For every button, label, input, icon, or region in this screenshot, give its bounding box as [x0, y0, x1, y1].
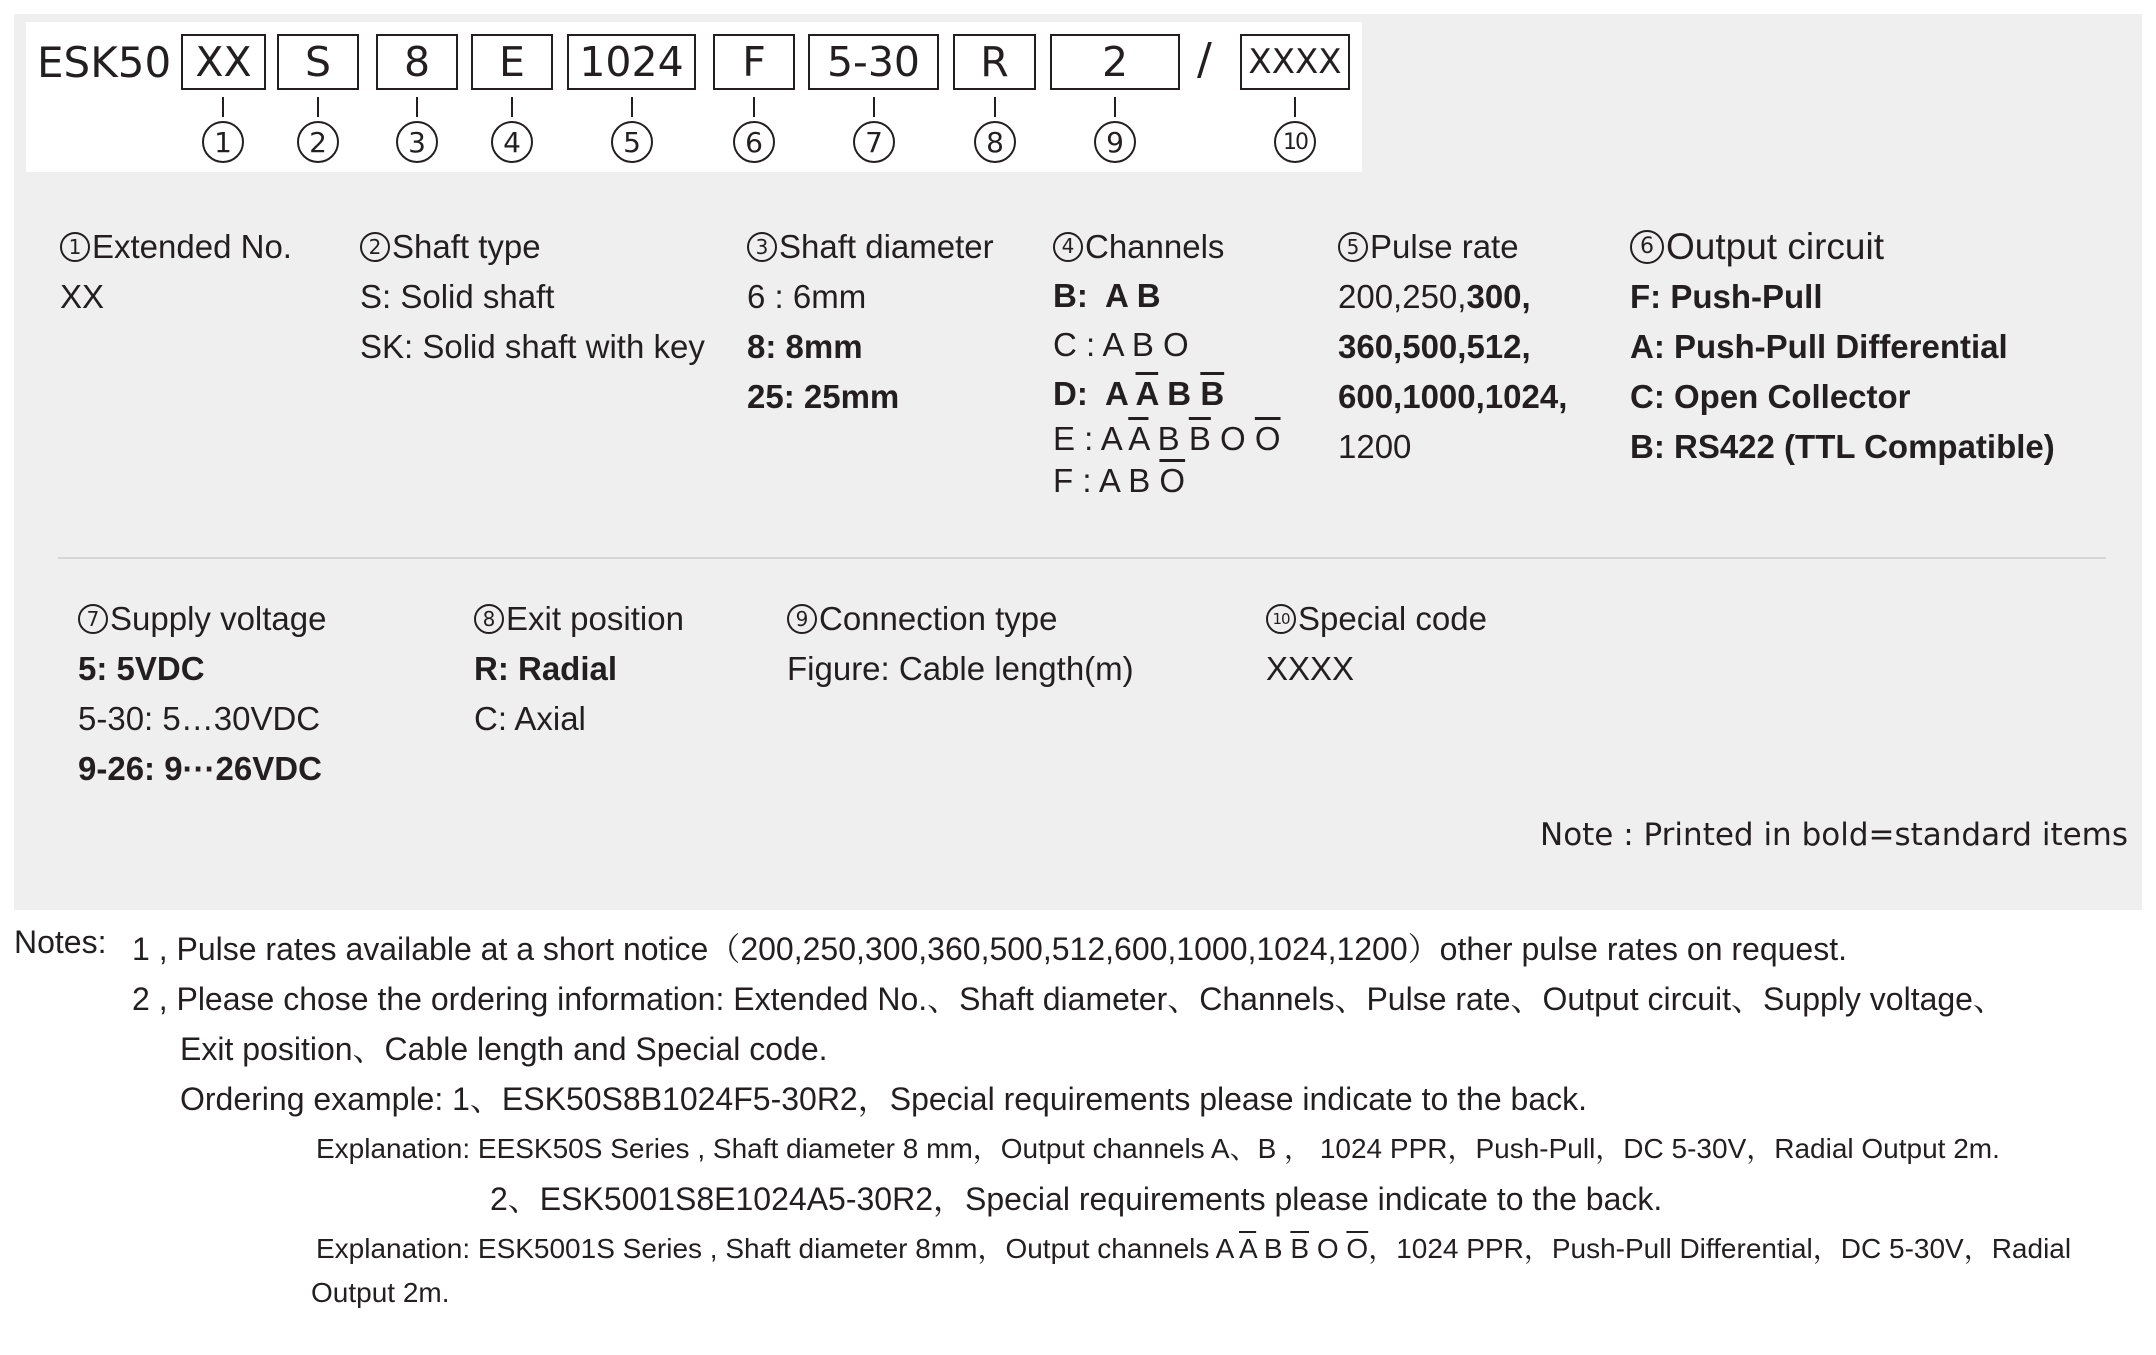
code-tick	[222, 97, 224, 117]
section-number: 3	[747, 232, 777, 262]
section-special-code	[1266, 594, 1487, 694]
code-number: 3	[396, 121, 438, 163]
option-line-standard: 9-26: 9···26VDC	[78, 750, 322, 787]
option-line-standard: 25: 25mm	[747, 378, 900, 415]
option-line: 200,250,300,	[1338, 278, 1531, 315]
model-prefix: ESK50	[37, 38, 172, 87]
option-line: F : A B $\overline{O}$	[1053, 462, 1186, 499]
code-number: 10	[1274, 121, 1316, 163]
code-box-supply-voltage: 5-30	[808, 34, 939, 90]
section-number: 7	[78, 604, 108, 634]
section-title: Exit position	[506, 600, 684, 637]
code-box-output-circuit: F	[713, 34, 795, 90]
option-line-standard: R: Radial	[474, 650, 618, 687]
option-line: E : A $\overline{A}$ B $\overline{B}$ O $\overline{O}$	[1053, 420, 1281, 457]
code-box-exit-position: R	[953, 34, 1036, 90]
standard-items-note: Note : Printed in bold=standard items	[1540, 817, 2129, 853]
option-line: 1200	[1338, 428, 1412, 465]
code-box-extended: XX	[181, 34, 266, 90]
section-title: Shaft type	[392, 228, 541, 265]
section-title: Connection type	[819, 600, 1058, 637]
section-number: 4	[1053, 232, 1083, 262]
section-title: Shaft diameter	[779, 228, 994, 265]
option-line: 6 : 6mm	[747, 278, 867, 315]
code-separator: /	[1197, 34, 1212, 85]
code-tick	[317, 97, 319, 117]
option-line: XXXX	[1266, 650, 1355, 687]
option-line-standard: 600,1000,1024,	[1338, 378, 1568, 415]
section-exit-position	[474, 594, 684, 744]
option-line-standard: D: A $\overline{A}$ B $\overline{B}$	[1053, 375, 1225, 412]
ordering-example-1: Ordering example: 1、ESK50S8B1024F5-30R2，Special requirements please indicate to the back.	[180, 1081, 1588, 1117]
option-line-standard: C: Open Collector	[1630, 378, 1911, 415]
note-2: 2 , Please chose the ordering information: Extended No.、Shaft diameter、Channels、Pulse rate、Output circuit、Supply voltage、	[132, 981, 2005, 1017]
option-line: XX	[60, 278, 105, 315]
code-number: 4	[491, 121, 533, 163]
section-number: 9	[787, 604, 817, 634]
section-number: 6	[1630, 230, 1664, 264]
option-line: S: Solid shaft	[360, 278, 555, 315]
section-title: Special code	[1298, 600, 1487, 637]
section-channels	[1053, 222, 1281, 502]
section-supply-voltage	[78, 594, 326, 794]
option-line: Figure: Cable length(m)	[787, 650, 1134, 687]
section-pulse-rate	[1338, 222, 1567, 472]
code-box-shaft-diameter: 8	[376, 34, 458, 90]
code-number: 6	[733, 121, 775, 163]
option-line-standard: 5: 5VDC	[78, 650, 205, 687]
section-output-circuit	[1630, 222, 2055, 472]
code-tick	[753, 97, 755, 117]
explanation-2-continued: Output 2m.	[311, 1277, 450, 1308]
code-box-pulse-rate: 1024	[567, 34, 696, 90]
option-line-standard: A: Push-Pull Differential	[1630, 328, 2008, 365]
section-divider	[58, 557, 2106, 559]
code-tick	[994, 97, 996, 117]
section-connection-type	[787, 594, 1134, 694]
code-number: 7	[853, 121, 895, 163]
ordering-example-2: 2、ESK5001S8E1024A5-30R2，Special requirements please indicate to the back.	[490, 1181, 1663, 1217]
explanation-1: Explanation: EESK50S Series , Shaft diameter 8 mm，Output channels A、B ， 1024 PPR，Push-Pull，DC 5-30V，Radial Output 2m.	[316, 1133, 2000, 1164]
note-1: 1 , Pulse rates available at a short notice（200,250,300,360,500,512,600,1000,1024,1200）other pulse rates on request.	[132, 931, 1847, 967]
section-title: Channels	[1085, 228, 1225, 265]
section-title: Supply voltage	[110, 600, 327, 637]
section-number: 10	[1266, 604, 1296, 634]
option-line-standard: 360,500,512,	[1338, 328, 1531, 365]
section-shaft-type	[360, 222, 705, 372]
option-line: SK: Solid shaft with key	[360, 328, 705, 365]
section-number: 8	[474, 604, 504, 634]
section-extended-no	[60, 222, 292, 322]
option-line: C: Axial	[474, 700, 586, 737]
option-line: 5-30: 5…30VDC	[78, 700, 321, 737]
option-line-standard: B: A B	[1053, 277, 1161, 314]
code-box-shaft-type: S	[277, 34, 359, 90]
code-tick	[1114, 97, 1116, 117]
option-line-standard: F: Push-Pull	[1630, 278, 1823, 315]
code-box-channels: E	[471, 34, 553, 90]
code-tick	[1294, 97, 1296, 117]
code-box-special-code: XXXX	[1240, 34, 1350, 90]
section-title: Output circuit	[1666, 226, 1884, 267]
note-2-continued: Exit position、Cable length and Special code.	[180, 1031, 828, 1067]
code-number: 1	[202, 121, 244, 163]
section-title: Extended No.	[92, 228, 292, 265]
code-tick	[416, 97, 418, 117]
code-number: 2	[297, 121, 339, 163]
section-number: 5	[1338, 232, 1368, 262]
code-tick	[631, 97, 633, 117]
section-shaft-diameter	[747, 222, 994, 422]
code-box-connection-type: 2	[1050, 34, 1180, 90]
code-tick	[511, 97, 513, 117]
code-number: 5	[611, 121, 653, 163]
code-tick	[873, 97, 875, 117]
code-number: 9	[1094, 121, 1136, 163]
section-number: 2	[360, 232, 390, 262]
notes-label: Notes:	[14, 924, 107, 960]
option-line: C : A B O	[1053, 326, 1189, 363]
explanation-2: Explanation: ESK5001S Series , Shaft diameter 8mm，Output channels A $\overline{A}$ B $\overline{B}$ O $\overline{O}$，1024 PPR，Push-Pull Differential，DC 5-30V，Radial	[316, 1233, 2072, 1264]
option-line-standard: B: RS422 (TTL Compatible)	[1630, 428, 2055, 465]
code-number: 8	[974, 121, 1016, 163]
section-title: Pulse rate	[1370, 228, 1519, 265]
section-number: 1	[60, 232, 90, 262]
option-line-standard: 8: 8mm	[747, 328, 863, 365]
